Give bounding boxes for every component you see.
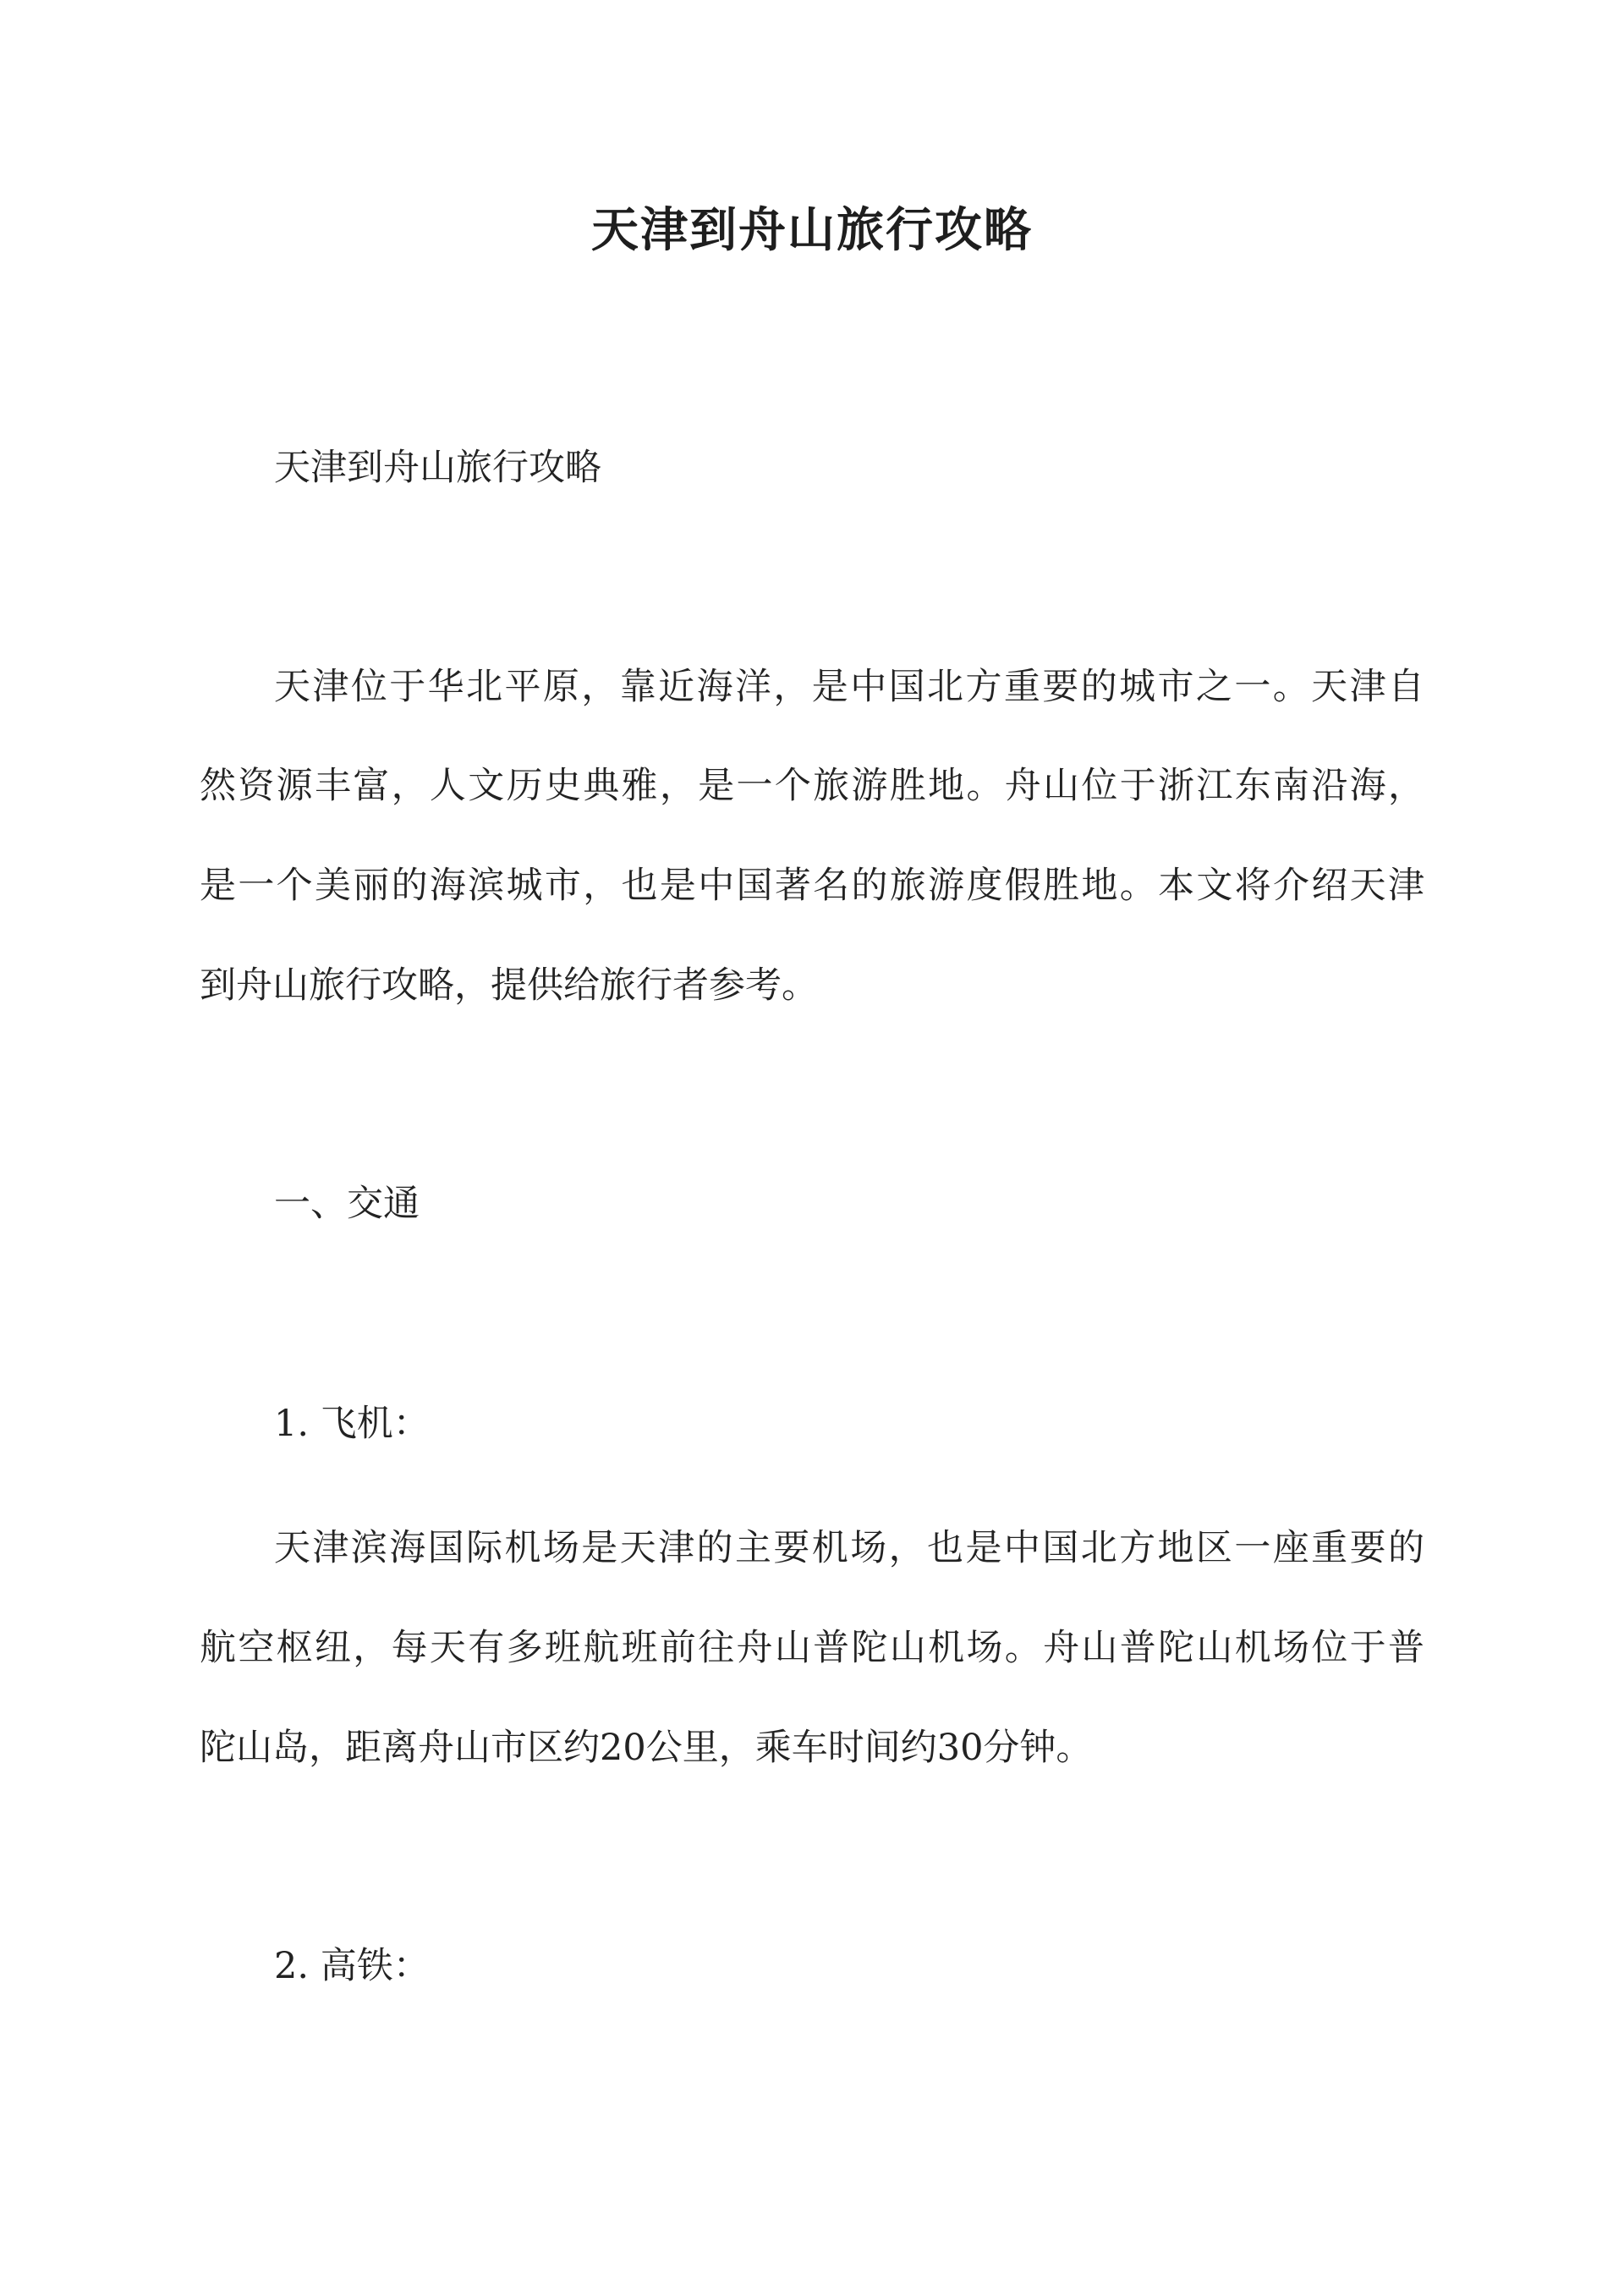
flight-paragraph-line-1: 天津滨海国际机场是天津的主要机场，也是中国北方地区一座重要的: [274, 1527, 1424, 1569]
intro-paragraph-line-4: 到舟山旅行攻略，提供给旅行者参考。: [200, 964, 818, 1007]
item-heading-high-speed-rail: 2. 高铁：: [274, 1945, 430, 1987]
intro-paragraph-line-3: 是一个美丽的海滨城市，也是中国著名的旅游度假胜地。本文将介绍天津: [200, 865, 1424, 907]
flight-paragraph-line-2: 航空枢纽，每天有多班航班前往舟山普陀山机场。舟山普陀山机场位于普: [200, 1627, 1424, 1669]
section-heading-transport: 一、交通: [274, 1183, 420, 1225]
document-subtitle: 天津到舟山旅行攻略: [274, 447, 601, 489]
item-heading-flight: 1. 飞机：: [274, 1403, 430, 1445]
intro-paragraph-line-2: 然资源丰富，人文历史典雅，是一个旅游胜地。舟山位于浙江东南沿海，: [200, 765, 1424, 807]
flight-paragraph-line-3: 陀山岛，距离舟山市区约20公里，乘车时间约30分钟。: [200, 1727, 1093, 1769]
intro-paragraph-line-1: 天津位于华北平原，靠近海洋，是中国北方重要的城市之一。天津自: [274, 666, 1424, 708]
document-title: 天津到舟山旅行攻略: [591, 202, 1033, 258]
